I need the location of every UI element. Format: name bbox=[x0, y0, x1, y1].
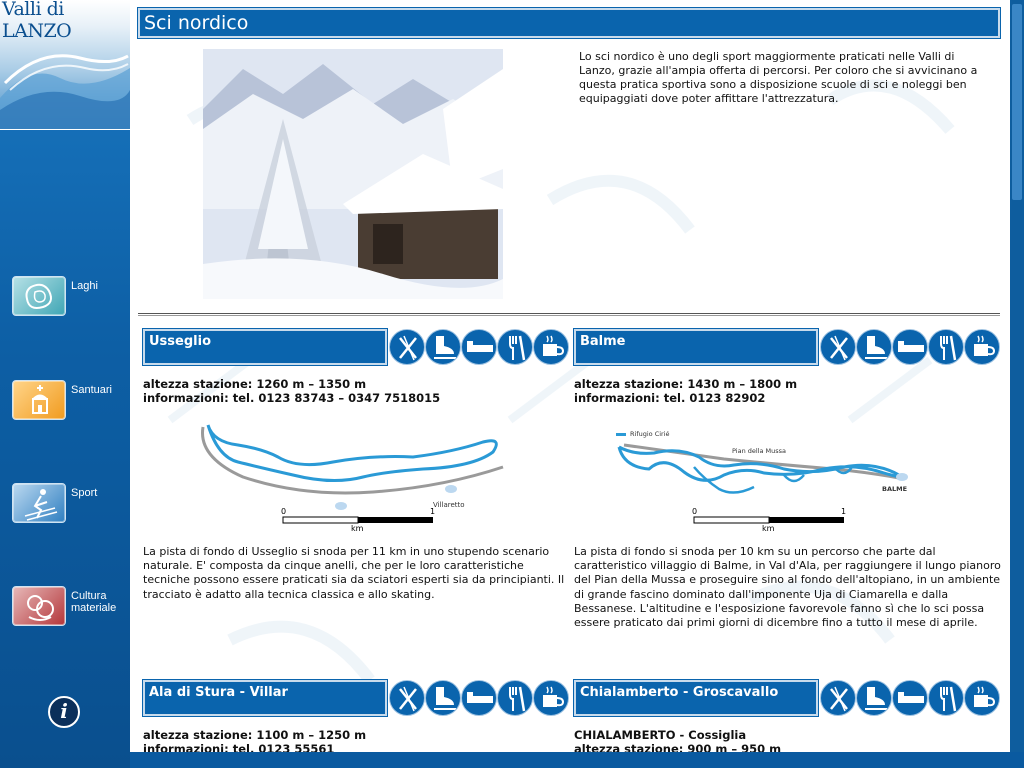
logo-text: Valli di LANZO bbox=[2, 0, 72, 42]
station-altitude: altezza stazione: 1260 m – 1350 m bbox=[143, 377, 367, 391]
station-subtitle: CHIALAMBERTO - Cossiglia bbox=[574, 728, 747, 742]
map-scale-end: 1 bbox=[430, 507, 436, 516]
culture-icon bbox=[12, 586, 66, 626]
station-description: La pista di fondo si snoda per 10 km su un percorso che parte dal caratteristico villaggio di Balme, in Val d'Ala, per raggiungere il lungo pianoro del Pian della Mussa e proseguire sino al fondo dell'altopiano, in un ambiente di grande fascino dominato dall'imponente Uja di Ciamarella e dalla Bessanese. L'altitudine e l'esposizione favorevole fanno sì che lo sci possa essere praticato dai primi giorni di dicembre fino a tutto il mese di aprile. bbox=[574, 545, 1001, 630]
sidebar-item-label: Santuari bbox=[71, 384, 112, 396]
bed-icon[interactable] bbox=[461, 329, 497, 365]
sidebar-item-label: Sport bbox=[71, 487, 98, 499]
sidebar-item-cultura-materiale[interactable] bbox=[12, 586, 130, 628]
trail-map bbox=[594, 417, 924, 532]
service-icons bbox=[389, 329, 569, 365]
mountain-logo-icon bbox=[0, 28, 130, 130]
lake-icon bbox=[12, 276, 66, 316]
map-scale-unit: km bbox=[351, 524, 364, 532]
station-info: informazioni: tel. 0123 82902 bbox=[574, 391, 766, 405]
sidebar-item-sport[interactable] bbox=[12, 483, 130, 525]
station-title: Ala di Stura - Villar bbox=[143, 680, 387, 716]
station-description: La pista di fondo di Usseglio si snoda per 11 km in uno stupendo scenario naturale. E' composta da cinque anelli, che per le loro caratteristiche tecniche possono essere praticati sia da sciatori esperti sia da principianti. Il tracciato è adatto alla tecnica classica e allo skating. bbox=[143, 545, 565, 601]
skate-icon[interactable] bbox=[425, 680, 461, 716]
logo[interactable] bbox=[0, 0, 130, 130]
ski-icon[interactable] bbox=[820, 329, 856, 365]
sidebar-item-label: Laghi bbox=[71, 280, 98, 292]
map-scale-start: 0 bbox=[281, 507, 287, 516]
intro-text: Lo sci nordico è uno degli sport maggiormente praticati nelle Valli di Lanzo, grazie all'ampia offerta di percorsi. Per coloro che si avvicinano a questa pratica sportiva sono a disposizione scuole di sci e noleggi ben equipaggiati dove poter affittare l'attrezzatura. bbox=[579, 50, 978, 105]
scrollbar-thumb[interactable] bbox=[1012, 4, 1022, 200]
bottom-bar bbox=[130, 752, 1024, 768]
map-label-rifugio: Rifugio Cirié bbox=[630, 430, 670, 438]
skate-icon[interactable] bbox=[425, 329, 461, 365]
vertical-scrollbar[interactable] bbox=[1010, 0, 1024, 752]
station-info: informazioni: tel. 0123 83743 – 0347 7518015 bbox=[143, 391, 441, 405]
map-label-pian-della-mussa: Pian della Mussa bbox=[732, 447, 787, 455]
sidebar bbox=[0, 0, 130, 768]
map-label-villaretto: Villaretto bbox=[433, 501, 465, 509]
sidebar-item-label: Cultura materiale bbox=[71, 590, 117, 614]
service-icons bbox=[820, 329, 1000, 365]
restaurant-icon[interactable] bbox=[928, 680, 964, 716]
station-title: Balme bbox=[574, 329, 818, 365]
station-altitude: altezza stazione: 1430 m – 1800 m bbox=[574, 377, 798, 391]
service-icons bbox=[820, 680, 1000, 716]
restaurant-icon[interactable] bbox=[497, 680, 533, 716]
sanctuary-icon bbox=[12, 380, 66, 420]
ski-icon[interactable] bbox=[389, 329, 425, 365]
ski-icon[interactable] bbox=[820, 680, 856, 716]
main-content bbox=[130, 0, 1010, 752]
station-altitude: altezza stazione: 900 m – 950 m bbox=[574, 742, 782, 752]
skate-icon[interactable] bbox=[856, 680, 892, 716]
restaurant-icon[interactable] bbox=[497, 329, 533, 365]
station-info: informazioni: tel. 0123 55561 bbox=[143, 742, 335, 752]
cafe-icon[interactable] bbox=[533, 329, 569, 365]
map-scale-start: 0 bbox=[692, 507, 698, 516]
service-icons bbox=[389, 680, 569, 716]
map-label-balme: BALME bbox=[882, 485, 908, 493]
bed-icon[interactable] bbox=[461, 680, 497, 716]
cafe-icon[interactable] bbox=[533, 680, 569, 716]
cafe-icon[interactable] bbox=[964, 329, 1000, 365]
hero-photo bbox=[203, 49, 503, 299]
restaurant-icon[interactable] bbox=[928, 329, 964, 365]
trail-map bbox=[183, 417, 513, 532]
bed-icon[interactable] bbox=[892, 329, 928, 365]
cafe-icon[interactable] bbox=[964, 680, 1000, 716]
bed-icon[interactable] bbox=[892, 680, 928, 716]
divider bbox=[138, 313, 1000, 316]
ski-icon[interactable] bbox=[389, 680, 425, 716]
map-scale-unit: km bbox=[762, 524, 775, 532]
sidebar-item-santuari[interactable] bbox=[12, 380, 130, 422]
page-title: Sci nordico bbox=[138, 8, 1000, 38]
map-scale-end: 1 bbox=[841, 507, 847, 516]
sidebar-item-laghi[interactable] bbox=[12, 276, 130, 318]
info-icon[interactable]: i bbox=[48, 696, 80, 728]
station-altitude: altezza stazione: 1100 m – 1250 m bbox=[143, 728, 367, 742]
skate-icon[interactable] bbox=[856, 329, 892, 365]
skier-icon bbox=[12, 483, 66, 523]
station-title: Usseglio bbox=[143, 329, 387, 365]
station-title: Chialamberto - Groscavallo bbox=[574, 680, 818, 716]
